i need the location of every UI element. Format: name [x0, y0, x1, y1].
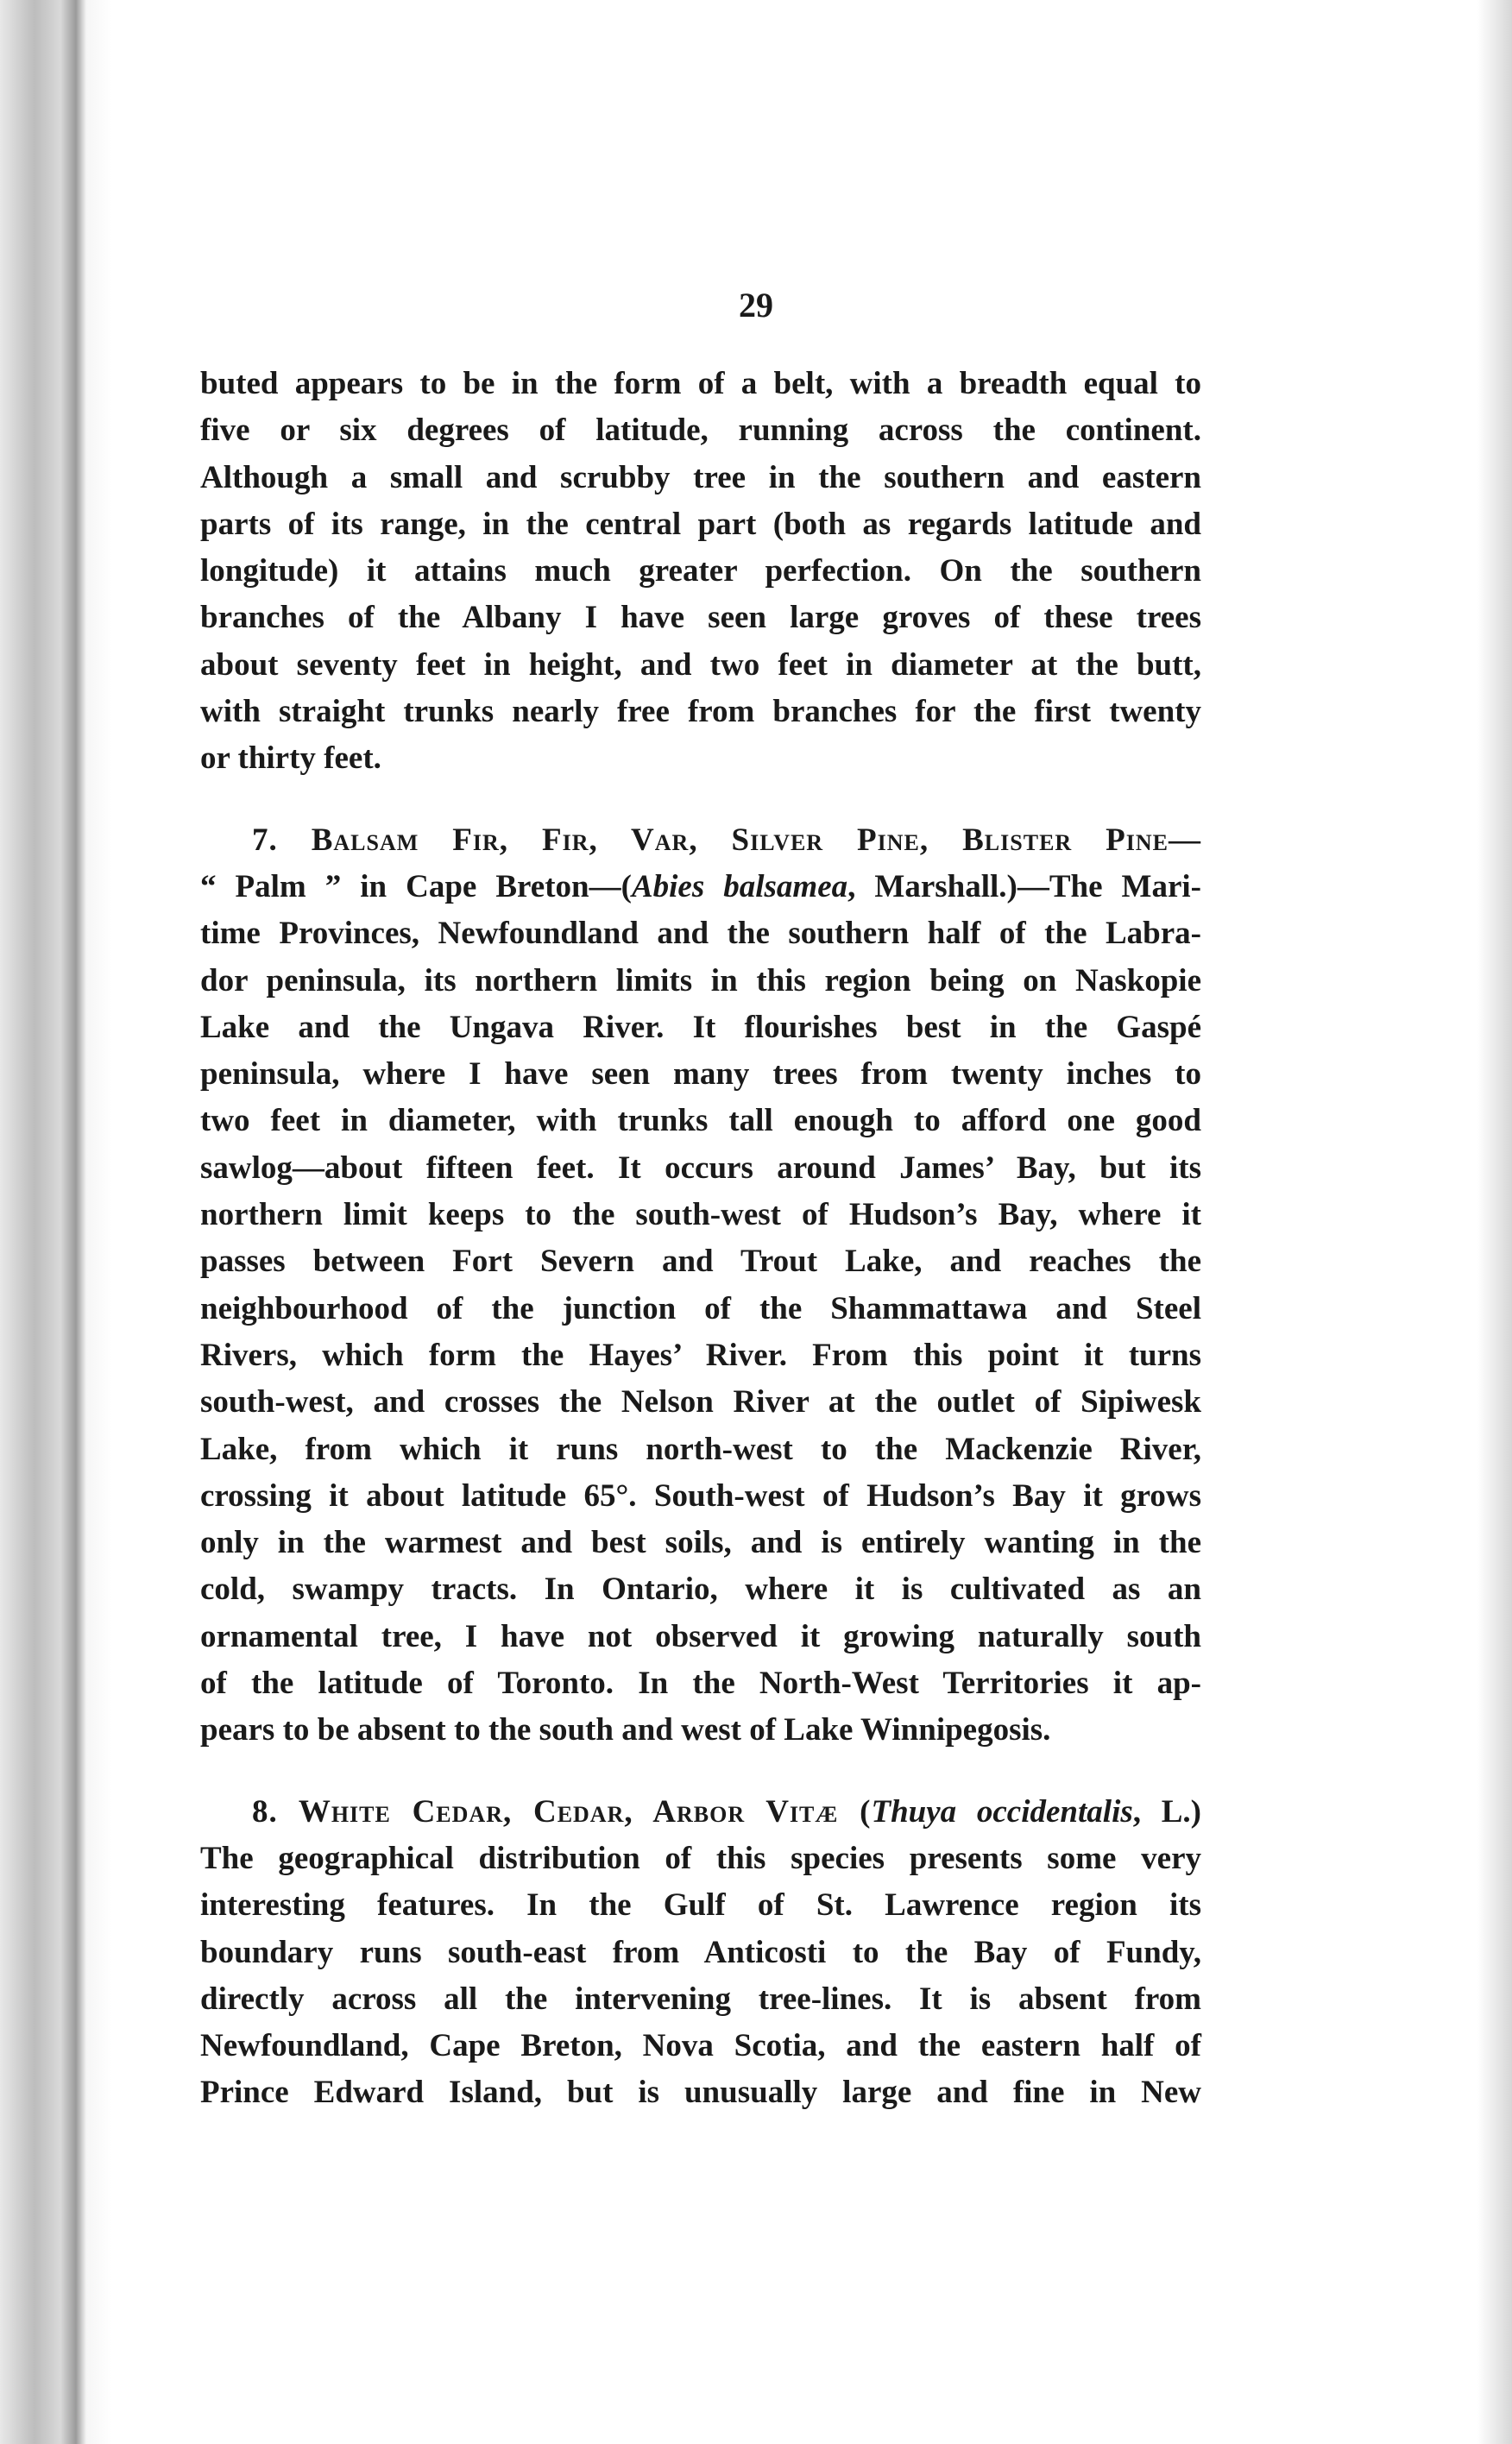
text-line: boundary runs south-east from Anticosti to the Bay of Fundy,: [200, 1934, 1201, 1970]
paragraph-gap: [200, 1754, 1201, 1789]
text-line: branches of the Albany I have seen large groves of these trees: [200, 600, 1201, 636]
text-line: dor peninsula, its northern limits in this region being on Naskopie: [200, 962, 1201, 998]
species-heading: 7. Balsam Fir, Fir, Var, Silver Pine, Blister Pine—: [252, 822, 1201, 858]
body-text: [200, 361, 1201, 2117]
text-line: [200, 1789, 1201, 1836]
text-line: cold, swampy tracts. In Ontario, where it is cultivated as an: [200, 1572, 1201, 1608]
text-run: “ Palm ” in Cape Breton—(: [200, 868, 632, 904]
text-line: peninsula, where I have seen many trees from twenty inches to: [200, 1056, 1201, 1093]
text-line: of the latitude of Toronto. In the North-West Territories it ap-: [200, 1666, 1201, 1702]
text-line: ornamental tree, I have not observed it growing naturally south: [200, 1618, 1201, 1654]
paragraph-continuation: [200, 361, 1201, 783]
page-edge-shadow: [1477, 0, 1512, 2444]
species-heading: 8. White Cedar, Cedar, Arbor Vitæ (: [252, 1793, 872, 1830]
text-line: about seventy feet in height, and two feet in diameter at the butt,: [200, 646, 1201, 683]
text-line: Lake and the Ungava River. It flourishes best in the Gaspé: [200, 1009, 1201, 1045]
paragraph-gap: [200, 783, 1201, 817]
text-line: sawlog—about fifteen feet. It occurs around James’ Bay, but its: [200, 1150, 1201, 1186]
text-line: south-west, and crosses the Nelson River at the outlet of Sipiwesk: [200, 1384, 1201, 1420]
text-line: passes between Fort Severn and Trout Lake, and reaches the: [200, 1244, 1201, 1280]
text-line: neighbourhood of the junction of the Shammattawa and Steel: [200, 1290, 1201, 1326]
text-line: or thirty feet.: [200, 740, 381, 777]
text-line: five or six degrees of latitude, running across the continent.: [200, 413, 1201, 449]
text-line: longitude) it attains much greater perfection. On the southern: [200, 553, 1201, 589]
text-line: two feet in diameter, with trunks tall enough to afford one good: [200, 1103, 1201, 1139]
text-line: interesting features. In the Gulf of St. Lawrence region its: [200, 1887, 1201, 1924]
text-line: Rivers, which form the Hayes’ River. From this point it turns: [200, 1337, 1201, 1373]
text-line: buted appears to be in the form of a belt, with a breadth equal to: [200, 366, 1201, 401]
paragraph-white-cedar: [200, 1789, 1201, 2117]
paragraph-balsam-fir: [200, 817, 1201, 1754]
text-run: , L.): [1132, 1793, 1202, 1830]
text-line: pears to be absent to the south and west of Lake Winnipegosis.: [200, 1712, 1051, 1748]
text-line: crossing it about latitude 65°. South-west of Hudson’s Bay it grows: [200, 1477, 1201, 1514]
text-line: northern limit keeps to the south-west of Hudson’s Bay, where it: [200, 1197, 1201, 1233]
text-line: The geographical distribution of this species presents some very: [200, 1840, 1201, 1876]
text-line: only in the warmest and best soils, and is entirely wanting in the: [200, 1525, 1201, 1561]
text-line: Newfoundland, Cape Breton, Nova Scotia, and the eastern half of: [200, 2028, 1201, 2064]
text-line: time Provinces, Newfoundland and the southern half of the Labra-: [200, 916, 1201, 952]
text-line: [200, 864, 1201, 910]
text-line: Although a small and scrubby tree in the southern and eastern: [200, 459, 1201, 495]
text-line: directly across all the intervening tree-lines. It is absent from: [200, 1981, 1201, 2017]
page-number: 29: [739, 286, 773, 324]
scientific-name: Abies balsamea: [631, 868, 848, 904]
text-run: , Marshall.)—The Mari-: [847, 868, 1202, 904]
text-line: with straight trunks nearly free from branches for the first twenty: [200, 694, 1201, 730]
text-line: Lake, from which it runs north-west to the Mackenzie River,: [200, 1431, 1201, 1467]
text-line: parts of its range, in the central part (both as regards latitude and: [200, 506, 1201, 542]
text-line: Prince Edward Island, but is unusually large and fine in New: [200, 2075, 1201, 2111]
scientific-name: Thuya occidentalis: [871, 1793, 1133, 1830]
